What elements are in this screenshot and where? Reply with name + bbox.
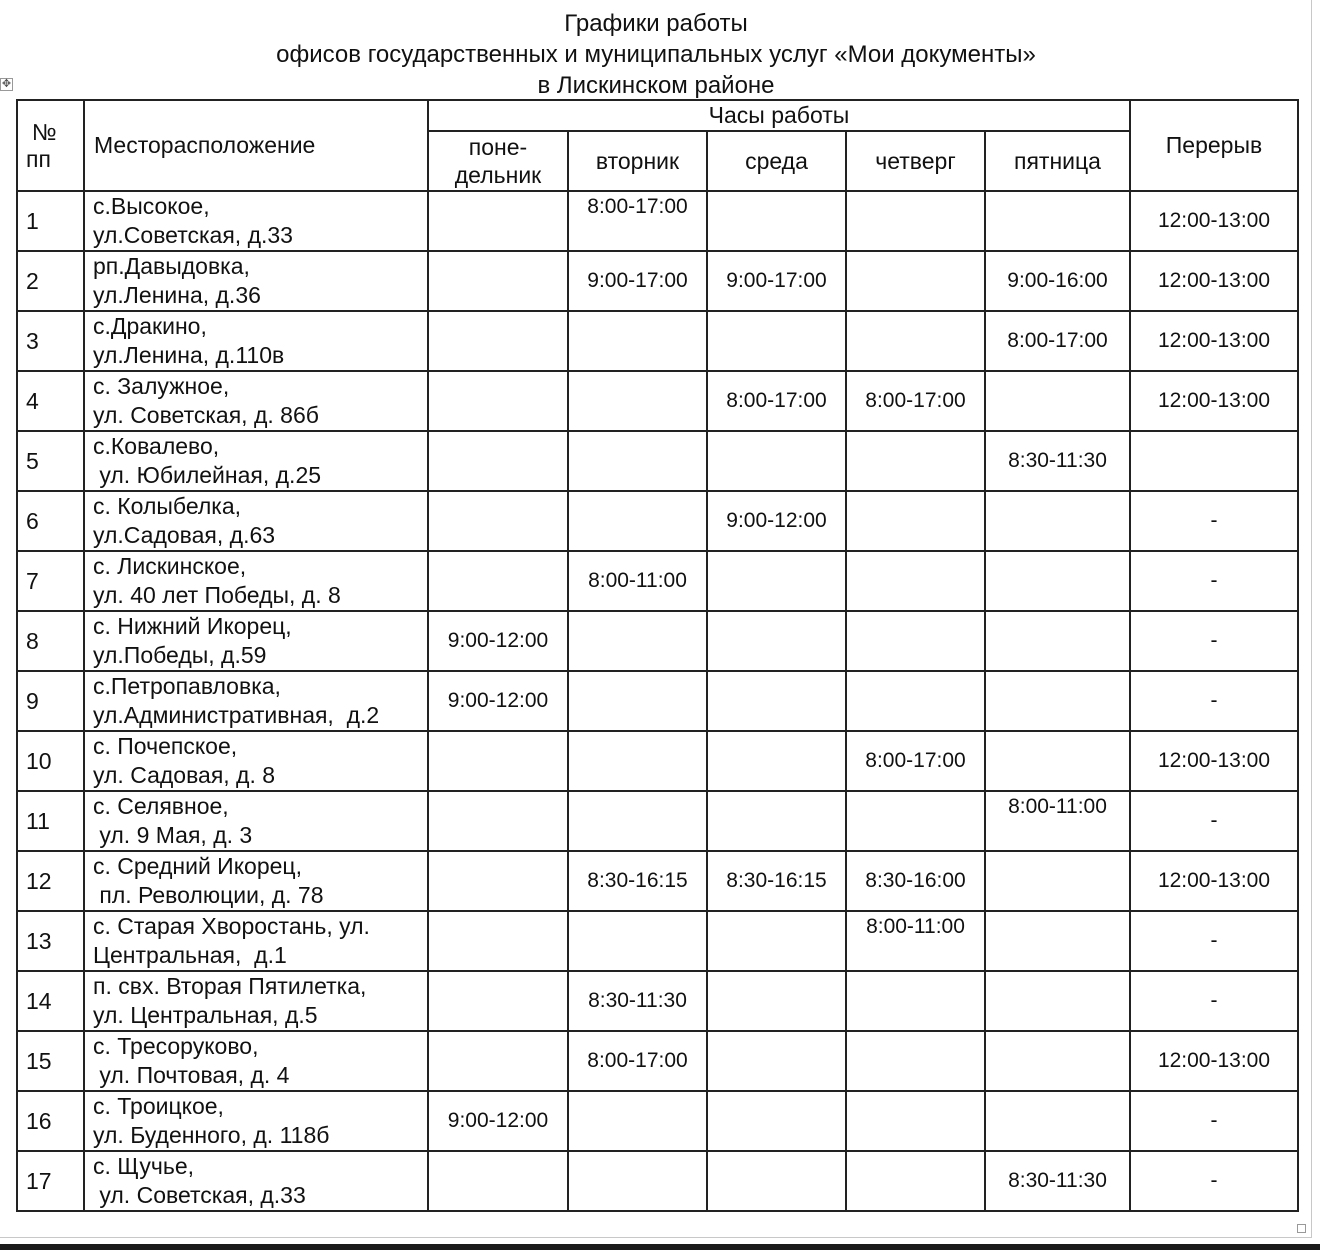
hours-cell-fri: 8:00-11:00 [985, 791, 1130, 851]
table-row [17, 1091, 1298, 1151]
location-settlement: с. Нижний Икорец, [93, 613, 292, 639]
hours-cell-tue: 8:00-17:00 [568, 191, 707, 251]
break-cell: 12:00-13:00 [1130, 851, 1298, 911]
break-cell: 12:00-13:00 [1130, 371, 1298, 431]
hours-cell-thu [846, 311, 985, 371]
hours-cell-tue [568, 611, 707, 671]
row-location [84, 611, 428, 671]
hours-cell-thu [846, 1151, 985, 1211]
hours-cell-mon [428, 551, 568, 611]
table-row [17, 1151, 1298, 1211]
table-row [17, 311, 1298, 371]
hours-cell-fri: 8:30-11:30 [985, 431, 1130, 491]
hours-cell-fri [985, 731, 1130, 791]
row-location [84, 431, 428, 491]
row-number: 8 [17, 611, 84, 671]
break-cell: 12:00-13:00 [1130, 311, 1298, 371]
row-number: 13 [17, 911, 84, 971]
location-address: ул. Советская, д.33 [93, 1182, 306, 1208]
location-address: ул. Юбилейная, д.25 [93, 462, 322, 488]
break-cell [1130, 431, 1298, 491]
row-location [84, 911, 428, 971]
table-row [17, 971, 1298, 1031]
location-settlement: с. Средний Икорец, [93, 853, 302, 879]
header-tuesday: вторник [568, 131, 707, 191]
table-move-handle-icon[interactable]: ✥ [1, 78, 12, 90]
header-friday: пятница [985, 131, 1130, 191]
hours-cell-tue [568, 731, 707, 791]
location-settlement: с.Дракино, [93, 313, 207, 339]
hours-cell-mon [428, 791, 568, 851]
hours-cell-thu [846, 971, 985, 1031]
header-number-abbr: пп [26, 145, 51, 172]
hours-cell-wed [707, 551, 846, 611]
location-settlement: с. Колыбелка, [93, 493, 242, 519]
hours-cell-wed [707, 1151, 846, 1211]
hours-cell-mon [428, 311, 568, 371]
table-row [17, 551, 1298, 611]
location-address: ул.Советская, д.33 [93, 222, 293, 248]
row-number: 14 [17, 971, 84, 1031]
hours-cell-wed: 8:30-16:15 [707, 851, 846, 911]
break-cell: - [1130, 971, 1298, 1031]
hours-cell-wed: 9:00-17:00 [707, 251, 846, 311]
hours-cell-tue: 8:30-16:15 [568, 851, 707, 911]
break-cell: - [1130, 911, 1298, 971]
location-settlement: с. Щучье, [93, 1153, 194, 1179]
hours-cell-fri: 9:00-16:00 [985, 251, 1130, 311]
hours-cell-thu: 8:00-17:00 [846, 371, 985, 431]
hours-cell-tue [568, 431, 707, 491]
row-location [84, 731, 428, 791]
table-row [17, 851, 1298, 911]
hours-cell-tue: 9:00-17:00 [568, 251, 707, 311]
location-address: Центральная, д.1 [93, 942, 287, 968]
row-number: 12 [17, 851, 84, 911]
location-settlement: п. свх. Вторая Пятилетка, [93, 973, 367, 999]
hours-cell-fri [985, 611, 1130, 671]
location-settlement: с. Троицкое, [93, 1093, 224, 1119]
hours-cell-tue [568, 1091, 707, 1151]
location-address: ул. Центральная, д.5 [93, 1002, 318, 1028]
hours-cell-fri [985, 851, 1130, 911]
hours-cell-thu [846, 431, 985, 491]
location-address: пл. Революции, д. 78 [93, 882, 324, 908]
row-number: 9 [17, 671, 84, 731]
location-address: ул. 40 лет Победы, д. 8 [93, 582, 341, 608]
header-number-symbol: № [32, 118, 57, 145]
hours-cell-tue [568, 491, 707, 551]
hours-cell-thu [846, 1031, 985, 1091]
row-location [84, 971, 428, 1031]
break-cell: 12:00-13:00 [1130, 731, 1298, 791]
hours-cell-thu [846, 671, 985, 731]
break-cell: - [1130, 1091, 1298, 1151]
hours-cell-thu: 8:00-17:00 [846, 731, 985, 791]
location-address: ул.Ленина, д.110в [93, 342, 285, 368]
location-settlement: с. Залужное, [93, 373, 230, 399]
hours-cell-thu: 8:30-16:00 [846, 851, 985, 911]
row-location [84, 311, 428, 371]
break-cell: - [1130, 551, 1298, 611]
header-monday-line2: дельник [454, 162, 542, 188]
break-cell: - [1130, 671, 1298, 731]
hours-cell-fri [985, 371, 1130, 431]
hours-cell-thu [846, 611, 985, 671]
hours-cell-wed: 9:00-12:00 [707, 491, 846, 551]
location-address: ул.Садовая, д.63 [93, 522, 276, 548]
location-settlement: с. Почепское, [93, 733, 238, 759]
hours-cell-wed [707, 971, 846, 1031]
location-address: ул. Буденного, д. 118б [93, 1122, 330, 1148]
header-thursday: четверг [846, 131, 985, 191]
table-row [17, 371, 1298, 431]
row-location [84, 1151, 428, 1211]
row-location [84, 1031, 428, 1091]
hours-cell-fri: 8:00-17:00 [985, 311, 1130, 371]
row-number: 7 [17, 551, 84, 611]
hours-cell-mon: 9:00-12:00 [428, 611, 568, 671]
hours-cell-tue [568, 791, 707, 851]
break-cell: - [1130, 611, 1298, 671]
hours-cell-mon [428, 911, 568, 971]
location-settlement: с. Тресоруково, [93, 1033, 259, 1059]
row-location [84, 371, 428, 431]
table-row [17, 491, 1298, 551]
title-line-3: в Лискинском районе [537, 72, 775, 99]
hours-cell-wed [707, 731, 846, 791]
row-location [84, 851, 428, 911]
header-number [17, 100, 84, 191]
hours-cell-mon [428, 1151, 568, 1211]
hours-cell-fri [985, 1031, 1130, 1091]
break-cell: - [1130, 791, 1298, 851]
row-number: 1 [17, 191, 84, 251]
header-break: Перерыв [1130, 100, 1298, 191]
location-settlement: с.Петропавловка, [93, 673, 281, 699]
location-settlement: с. Лискинское, [93, 553, 247, 579]
hours-cell-wed [707, 671, 846, 731]
hours-cell-mon [428, 431, 568, 491]
location-address: ул.Административная, д.2 [93, 702, 380, 728]
table-row [17, 431, 1298, 491]
hours-cell-wed [707, 911, 846, 971]
hours-cell-tue: 8:30-11:30 [568, 971, 707, 1031]
hours-cell-mon [428, 491, 568, 551]
table-row [17, 911, 1298, 971]
row-number: 2 [17, 251, 84, 311]
schedule-table [16, 99, 1299, 1212]
break-cell: - [1130, 1151, 1298, 1211]
hours-cell-mon: 9:00-12:00 [428, 1091, 568, 1151]
hours-cell-tue [568, 671, 707, 731]
hours-cell-mon [428, 191, 568, 251]
hours-cell-mon [428, 851, 568, 911]
location-address: ул. Советская, д. 86б [93, 402, 319, 428]
hours-cell-mon [428, 1031, 568, 1091]
hours-cell-tue [568, 1151, 707, 1211]
table-row [17, 251, 1298, 311]
location-address: ул. Садовая, д. 8 [93, 762, 276, 788]
hours-cell-thu: 8:00-11:00 [846, 911, 985, 971]
hours-cell-thu [846, 491, 985, 551]
hours-cell-fri [985, 911, 1130, 971]
table-row [17, 731, 1298, 791]
location-settlement: с.Высокое, [93, 193, 210, 219]
hours-cell-fri [985, 671, 1130, 731]
hours-cell-tue [568, 911, 707, 971]
location-address: ул. 9 Мая, д. 3 [93, 822, 253, 848]
hours-cell-fri [985, 1091, 1130, 1151]
bottom-edge-bar [0, 1244, 1320, 1250]
location-address: ул.Ленина, д.36 [93, 282, 261, 308]
hours-cell-wed [707, 431, 846, 491]
hours-cell-tue [568, 311, 707, 371]
header-monday [428, 131, 568, 191]
hours-cell-tue: 8:00-17:00 [568, 1031, 707, 1091]
row-number: 10 [17, 731, 84, 791]
header-monday-line1: поне- [468, 134, 528, 160]
location-address: ул. Почтовая, д. 4 [93, 1062, 290, 1088]
table-row [17, 671, 1298, 731]
hours-cell-thu [846, 1091, 985, 1151]
hours-cell-wed: 8:00-17:00 [707, 371, 846, 431]
row-number: 4 [17, 371, 84, 431]
hours-cell-fri [985, 971, 1130, 1031]
document-title [0, 8, 1312, 101]
hours-cell-thu [846, 251, 985, 311]
hours-cell-fri [985, 191, 1130, 251]
hours-cell-wed [707, 611, 846, 671]
break-cell: 12:00-13:00 [1130, 191, 1298, 251]
hours-cell-wed [707, 791, 846, 851]
hours-cell-mon [428, 251, 568, 311]
row-location [84, 491, 428, 551]
break-cell: 12:00-13:00 [1130, 1031, 1298, 1091]
row-location [84, 251, 428, 311]
location-settlement: с. Селявное, [93, 793, 229, 819]
hours-cell-thu [846, 791, 985, 851]
row-number: 5 [17, 431, 84, 491]
row-location [84, 191, 428, 251]
row-number: 16 [17, 1091, 84, 1151]
hours-cell-fri [985, 491, 1130, 551]
hours-cell-wed [707, 191, 846, 251]
header-working-hours: Часы работы [428, 100, 1130, 131]
location-settlement: с. Старая Хворостань, ул. [93, 913, 370, 939]
hours-cell-mon [428, 971, 568, 1031]
hours-cell-mon [428, 371, 568, 431]
location-address: ул.Победы, д.59 [93, 642, 267, 668]
location-settlement: с.Ковалево, [93, 433, 220, 459]
row-location [84, 1091, 428, 1151]
row-number: 3 [17, 311, 84, 371]
title-line-2: офисов государственных и муниципальных услуг «Мои документы» [276, 41, 1036, 68]
row-number: 11 [17, 791, 84, 851]
row-number: 15 [17, 1031, 84, 1091]
hours-cell-mon: 9:00-12:00 [428, 671, 568, 731]
location-settlement: рп.Давыдовка, [93, 253, 250, 279]
row-location [84, 791, 428, 851]
row-location [84, 671, 428, 731]
hours-cell-thu [846, 551, 985, 611]
break-cell: - [1130, 491, 1298, 551]
break-cell: 12:00-13:00 [1130, 251, 1298, 311]
header-location: Месторасположение [84, 100, 428, 191]
title-line-1: Графики работы [564, 10, 748, 37]
table-row [17, 1031, 1298, 1091]
table-row [17, 611, 1298, 671]
table-row [17, 791, 1298, 851]
hours-cell-tue: 8:00-11:00 [568, 551, 707, 611]
hours-cell-fri: 8:30-11:30 [985, 1151, 1130, 1211]
schedule-body [17, 191, 1298, 1211]
row-number: 6 [17, 491, 84, 551]
row-location [84, 551, 428, 611]
hours-cell-tue [568, 371, 707, 431]
row-number: 17 [17, 1151, 84, 1211]
hours-cell-wed [707, 1091, 846, 1151]
hours-cell-fri [985, 551, 1130, 611]
hours-cell-wed [707, 1031, 846, 1091]
hours-cell-mon [428, 731, 568, 791]
hours-cell-thu [846, 191, 985, 251]
header-wednesday: среда [707, 131, 846, 191]
table-resize-handle-icon[interactable] [1297, 1224, 1306, 1233]
table-row [17, 191, 1298, 251]
hours-cell-wed [707, 311, 846, 371]
